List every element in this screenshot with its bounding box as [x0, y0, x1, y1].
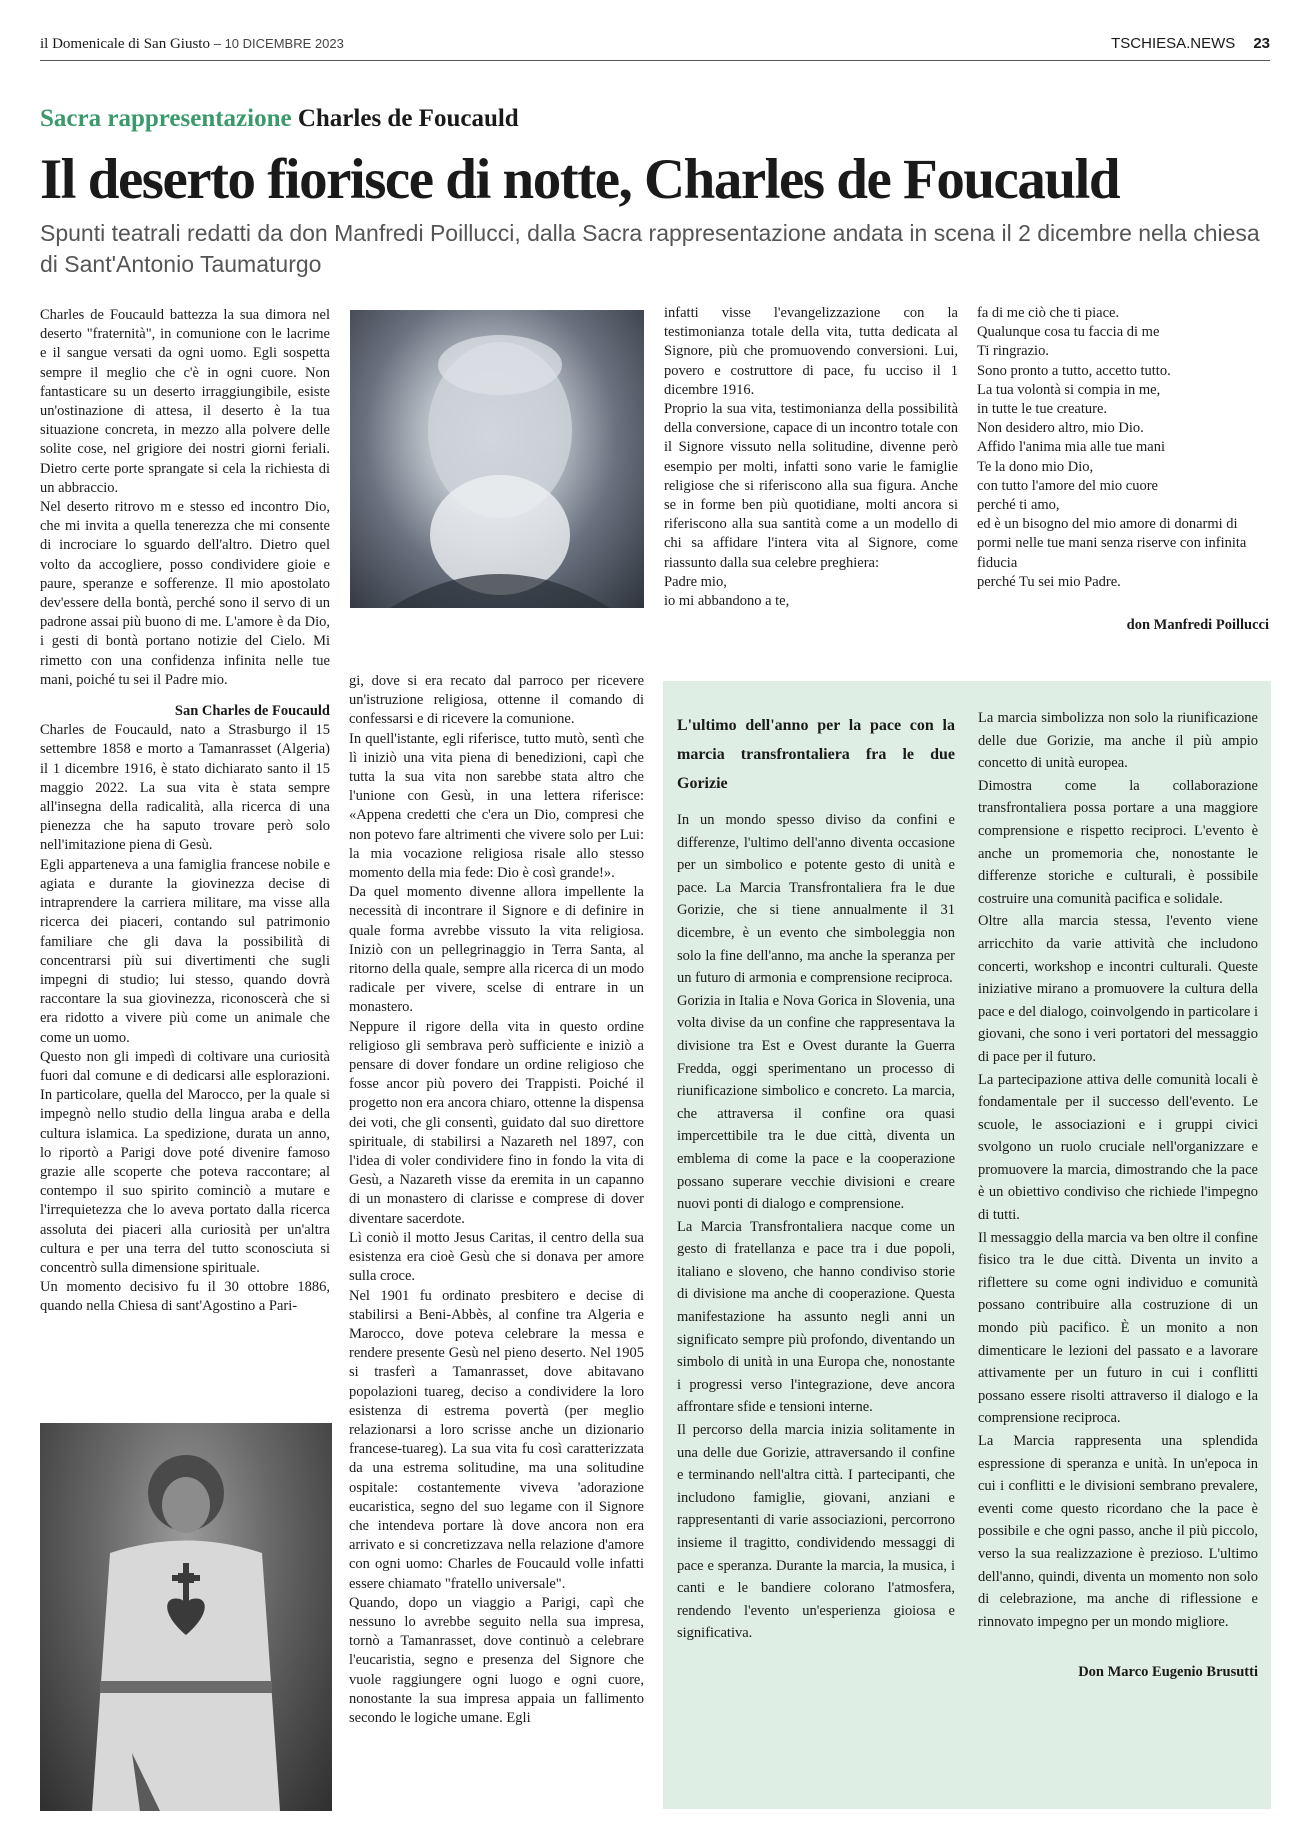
paragraph: Sono pronto a tutto, accetto tutto.: [977, 362, 1171, 379]
paragraph: Proprio la sua vita, testimonianza della possibilità della conversione, capace di un incontro totale con il Signore vissuto nella solitudine, divenne però esempio per molti, infatti sono varie le famiglie religiose che si riferiscono alla sua figura. Anche se in forme ben più quotidiane, molti ancora si riferiscono alla sua santità come a un modello di chi sa affidare l'intera vita al Signore, come riassunto dalla sua celebre preghiera:: [664, 401, 958, 571]
article-title: Il deserto fiorisce di notte, Charles de Foucauld: [40, 148, 1120, 211]
paragraph: Dimostra come la collaborazione transfrontaliera possa portare a una maggiore comprensione e rispetto reciproci. L'evento è anche un promemoria che, nonostante le differenze storiche e culturali, è possibile costruire una comunità pacifica e solidale.: [978, 777, 1258, 907]
paragraph: ed è un bisogno del mio amore di donarmi di pormi nelle tue mani senza riserve con infinita fiducia: [977, 516, 1247, 571]
paragraph: La marcia simbolizza non solo la riunificazione delle due Gorizie, ma anche il più ampio concetto di unità europea.: [978, 710, 1258, 772]
article-column-4: [977, 304, 1269, 635]
paragraph: La partecipazione attiva delle comunità locali è fondamentale per il successo dell'evento. Le scuole, le associazioni e i gruppi civici svolgono un ruolo cruciale nell'organizzare e promuovere la marcia, dimostrando che la pace è un obiettivo condiviso che richiede l'impegno di tutti.: [978, 1071, 1258, 1224]
paragraph: Te la dono mio Dio,: [977, 458, 1094, 475]
paragraph: Padre mio,: [664, 573, 727, 590]
sidebar-title: L'ultimo dell'anno per la pace con la marcia transfrontaliera fra le due Gorizie: [677, 717, 955, 792]
header-right: [1111, 35, 1270, 52]
paragraph: Il messaggio della marcia va ben oltre il confine fisico tra le due città. Diventa un invito a riflettere su come ogni individuo e comunità possano contribuire alla costruzione di un mondo più pacifico. È un monito a non dimenticare le lezioni del passato e a lavorare attivamente per un futuro in cui i conflitti possano essere risolti attraverso il dialogo e la comprensione reciproca.: [978, 1229, 1258, 1427]
issue-date: – 10 DICEMBRE 2023: [213, 36, 344, 51]
paragraph: perché Tu sei mio Padre.: [977, 573, 1121, 590]
page-header: [40, 30, 1270, 61]
sidebar-right-text: [978, 707, 1258, 1633]
paragraph: Neppure il rigore della vita in questo ordine religioso gli sembrava però sufficiente e iniziò a pensare di dover fondare un ordine religioso che fosse ancor più povero dei Trappisti. Poiché il progetto non era ancora chiaro, ottenne la dispensa dei voti, che gli consentì, guidato dal suo direttore spirituale, di stabilirsi a Nazareth nel 1897, con l'idea di voler condividere fino in fondo la vita di Gesù, a Nazareth visse da eremita in un capanno di un monastero di clarisse e comprese di dover diventare sacerdote.: [349, 1018, 644, 1227]
full-figure-photo: [40, 1423, 332, 1811]
paragraph: perché ti amo,: [977, 497, 1060, 514]
article-column-1: [40, 306, 330, 1317]
article-subtitle: Spunti teatrali redatti da don Manfredi Poillucci, dalla Sacra rappresentazione andata in scena il 2 dicembre nella chiesa di Sant'Antonio Taumaturgo: [40, 220, 1260, 277]
kicker-section: Sacra rappresentazione: [40, 105, 292, 132]
publication-name: il Domenicale di San Giusto: [40, 36, 210, 52]
sidebar-box: [663, 681, 1271, 1809]
paragraph: Charles de Foucauld, nato a Strasburgo il 15 settembre 1858 e morto a Tamanrasset (Algeria) il 1 dicembre 1916, è stato dichiarato santo il 15 maggio 2022. La sua vita è stata sempre all'insegna della radicalità, alla ricerca di una pienezza che ha saputo trovare però solo nell'imitazione piena di Gesù.: [40, 722, 330, 854]
kicker-subject: Charles de Foucauld: [297, 105, 519, 132]
page-number: 23: [1253, 35, 1270, 52]
paragraph: Egli apparteneva a una famiglia francese nobile e agiata e durante la giovinezza decise di intraprendere la carriera militare, ma visse alla ricerca dei piaceri, contando sul patrimonio familiare che gli dava la possibilità di concentrarsi più sui divertimenti che sugli impegni di studio; lui stesso, quando dovrà raccontare la sua giovinezza, riconoscerà che si era ridotto a vivere più come un animale che come un uomo.: [40, 856, 330, 1046]
paragraph: Lì coniò il motto Jesus Caritas, il centro della sua esistenza era cioè Gesù che si donava per amore sulla croce.: [349, 1229, 644, 1285]
article-signature: don Manfredi Poillucci: [1126, 617, 1269, 634]
paragraph: Charles de Foucauld battezza la sua dimora nel deserto "fraternità", in comunione con le lacrime e il sangue versati da ogni uomo. Egli sospetta sempre il meglio che c'è in ogni cuore. Non fantasticare su un deserto irraggiungibile, esiste un'ostinazione di attesa, il deserto è la tua situazione concreta, in mezzo alla polvere delle solite cose, nel grigiore dei nostri giorni feriali. Dietro certe porte sprangate si cela la richiesta di un abbraccio.: [40, 307, 330, 496]
header-left: [40, 36, 344, 53]
sidebar-signature: Don Marco Eugenio Brusutti: [1078, 1664, 1258, 1681]
paragraph: In un mondo spesso diviso da confini e differenze, l'ultimo dell'anno diventa occasione per un simbolico e potente gesto di unità e pace. La Marcia Transfrontaliera fra le due Gorizie, che si tiene annualmente il 31 dicembre, è un evento che simboleggia non solo la fine dell'anno, ma anche la speranza per un futuro di armonia e comprensione reciproca.: [677, 812, 955, 987]
paragraph: con tutto l'amore del mio cuore: [977, 477, 1158, 494]
paragraph: In quell'istante, egli riferisce, tutto mutò, sentì che lì iniziò una vita piena di benedizioni, capì che tutta la sua vita non sarebbe stata altro che l'unione con Gesù, in una lettera riferisce: «Appena credetti che c'era un Dio, compresi che non potevo fare altrimenti che vivere solo per Lui: la mia vocazione religiosa risale allo stesso momento della mia fede: Dio è così grande!».: [349, 730, 644, 882]
paragraph: Nel deserto ritrovo m e stesso ed incontro Dio, che mi invita a quella tenerezza che mi consente di incrociare lo sguardo dell'altro. Dietro quel volto da accogliere, posso condividere gioie e paure, speranze e sofferenze. Il mio apostolato dev'essere della bontà, perché sono il servo di un padrone assai più buono di me. L'amore è da Dio, i gesti di bontà portano notizie del Cielo. Mi rimetto con una confidenza infinita nelle tue mani, poiché tu sei il Padre mio.: [40, 499, 330, 688]
portrait-photo: [350, 310, 644, 608]
paragraph: in tutte le tue creature.: [977, 401, 1108, 418]
article-kicker: [40, 105, 519, 133]
paragraph: Nel 1901 fu ordinato presbitero e decise di stabilirsi a Beni-Abbès, al confine tra Algeria e Marocco, dove poteva celebrare la messa e rendere presente Gesù nel pieno deserto. Nel 1905 si trasferì a Tamanrasset, dove abitavano popolazioni tuareg, deciso a condividere la loro esistenza di estrema povertà (per meglio relazionarsi a loro scrisse anche un dizionario francese-tuareg). La sua vita fu così caratterizzata da una estrema solitudine, ma una solitudine ospitale: costantemente viveva 'adorazione eucaristica, segno del suo legame con il Signore che intendeva portare là dove ancora non era arrivato e si concretizzava nella relazione d'amore con ogni uomo: Charles de Foucauld volle infatti essere chiamato "fratello universale".: [349, 1287, 644, 1592]
sidebar-column-right: [978, 707, 1258, 1684]
paragraph: fa di me ciò che ti piace.: [977, 305, 1120, 321]
column-3-text: [664, 304, 958, 573]
paragraph: Affido l'anima mia alle tue mani: [977, 439, 1165, 456]
paragraph: Oltre alla marcia stessa, l'evento viene arricchito da varie attività che includono concerti, workshop e incontri culturali. Queste iniziative mirano a promuovere la cultura della pace e del dialogo, coinvolgendo in particolare i giovani, che sono i veri portatori del messaggio di pace per il futuro.: [978, 913, 1258, 1065]
paragraph: Ti ringrazio.: [977, 343, 1049, 360]
paragraph: Da quel momento divenne allora impellente la necessità di incontrare il Signore e di definire in quale forma avrebbe vissuto la vita religiosa. Iniziò con un pellegrinaggio in Terra Santa, al ritorno della quale, sempre alla ricerca di un modo radicale per vivere, scelse di entrare in un monastero.: [349, 884, 644, 1016]
paragraph: io mi abbandono a te,: [664, 593, 790, 610]
paragraph: Qualunque cosa tu faccia di me: [977, 324, 1160, 341]
article-column-2: [349, 672, 644, 1728]
column-1-intro: [40, 306, 330, 690]
paragraph: La Marcia Transfrontaliera nacque come un gesto di fratellanza e pace tra i due popoli, italiano e sloveno, che hanno condiviso storie di divisione ma anche di cooperazione. Questa manifestazione ha assunto negli anni un significato sempre più profondo, diventando un simbolo di unità in una Europa che, nonostante i progressi verso l'integrazione, deve ancora affrontare sfide e tensioni interne.: [677, 1218, 955, 1416]
article-column-3: [664, 304, 958, 611]
sidebar-column-left: [677, 809, 955, 1645]
paragraph: Questo non gli impedì di coltivare una curiosità fuori dal comune e di dedicarsi alle esplorazioni. In particolare, quella del Marocco, per la quale si impegnò nello studio della lingua araba e della cultura islamica. La spedizione, durata un anno, lo riportò a Parigi dove poté divenire famoso grazie alle scoperte che poteva raccontare; al contempo il suo spirito cominciò a mutare e l'irrequietezza che lo aveva portato dalla ricerca assoluta dei piaceri alla curiosità per un'altra cultura e per una terra del tutto sconosciuta si concentrò sulla dimensione spirituale.: [40, 1048, 330, 1276]
prayer-end: [977, 304, 1269, 592]
column-1-bio: [40, 721, 330, 1316]
paragraph: Gorizia in Italia e Nova Gorica in Slovenia, una volta divise da un confine che rappresentava la divisione tra Est e Ovest durante la Guerra Fredda, oggi sperimentano un processo di riunificazione simbolico e concreto. La marcia, che attraversa il confine ora quasi impercettibile tra le due città, diventa un emblema di come la pace e la cooperazione possano superare vecchie divisioni e creare nuovi ponti di dialogo e comprensione.: [677, 992, 955, 1213]
paragraph: La tua volontà si compia in me,: [977, 381, 1161, 398]
bio-subhead: San Charles de Foucauld: [174, 703, 330, 720]
prayer-start: [664, 573, 958, 611]
paragraph: Il percorso della marcia inizia solitamente in una delle due Gorizie, attraversando il confine e terminando nell'altra città. I partecipanti, che includono famiglie, giovani, anziani e rappresentanti di varie associazioni, percorrono insieme il tragitto, condividendo messaggi di pace e speranza. Durante la marcia, la musica, i canti e le bandiere colorano l'atmosfera, rendendo l'evento un'esperienza gioiosa e significativa.: [677, 1422, 955, 1642]
paragraph: infatti visse l'evangelizzazione con la testimonianza totale della vita, tutta dedicata al Signore, più che promuovendo conversioni. Lui, povero e costruttore di pace, fu ucciso il 1 dicembre 1916.: [664, 305, 958, 398]
paragraph: Quando, dopo un viaggio a Parigi, capì che nessuno lo avrebbe seguito nella sua impresa, tornò a Tamanrasset, dove continuò a celebrare l'eucaristia, segno e presenza del Signore che vuole raggiungere ogni luogo e ogni cuore, nonostante la sua impresa appaia un fallimento secondo le logiche umane. Egli: [349, 1594, 644, 1726]
site-name: TSCHIESA.NEWS: [1111, 35, 1236, 52]
paragraph: Non desidero altro, mio Dio.: [977, 420, 1144, 437]
paragraph: Un momento decisivo fu il 30 ottobre 1886, quando nella Chiesa di sant'Agostino a Pari-: [40, 1279, 330, 1315]
paragraph: La Marcia rappresenta una splendida espressione di speranza e unità. In un'epoca in cui i conflitti e le divisioni sembrano prevalere, eventi come questo ricordano che la pace è possibile e che ogni passo, anche il più piccolo, verso la sua realizzazione è prezioso. L'ultimo dell'anno, quindi, diventa un momento non solo di celebrazione, ma anche di riflessione e rinnovato impegno per un mondo migliore.: [978, 1433, 1258, 1630]
paragraph: gi, dove si era recato dal parroco per ricevere un'istruzione religiosa, ottenne il comando di confessarsi e di ricevere la comunione.: [349, 673, 644, 728]
